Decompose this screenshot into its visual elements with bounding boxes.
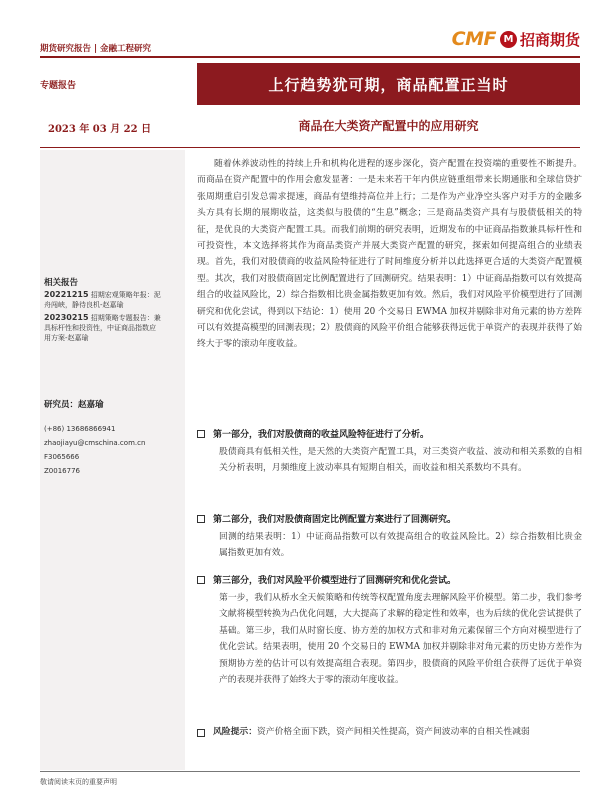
section-2-body: 回测的结果表明：1）中证商品指数可以有效提高组合的收益风险比。2）综合指数相比贵金属指数更加有效。 bbox=[219, 532, 582, 559]
section-2 bbox=[197, 512, 582, 562]
related-report-1[interactable] bbox=[44, 290, 184, 310]
section-1-title: 第一部分，我们对股债商的收益风险特征进行了分析。 bbox=[213, 430, 430, 440]
logo-chinese-name: 招商期货 bbox=[519, 30, 580, 49]
section-1-body: 股债商具有低相关性，是天然的大类资产配置工具，对三类资产收益、波动和相关系数的自相关分析表明，月频维度上波动率具有短期自相关，而收益和相关系数均不具有。 bbox=[219, 447, 582, 474]
header-rule bbox=[40, 56, 580, 58]
related-report-1-text-cont: 舟闯峡，静待良机-赵嘉瑜 bbox=[44, 301, 124, 309]
abstract-paragraph: 随着休养波动性的持续上升和机构化进程的逐步深化，资产配置在投资端的重要性不断提升。而商品在资产配置中的作用会愈发显著：一是未来若干年内供应链重组带来长期通胀和全球信贷扩张周期重启引发总需求提速，商品有望维持高位并上行；二是作为产业净空头客户对手方的金融多头方具有长期的展期收益，这类似与股债的“生息”概念；三是商品类资产具有与股债低相关的特征，是优良的大类资产配置工具。而我们前期的研究表明，近期发布的中证商品指数兼具标杆性和可投资性，本文选择将其作为商品类资产并展大类资产配置的研究，探索如何提高组合的业绩表现。首先，我们对股债商的收益风险特征进行了时间维度分析并以此选择更合适的大类资产配置模型。其次，我们对股债商固定比例配置进行了回测研究。结果表明：1）中证商品指数可以有效提高组合的收益风险比，2）综合指数相比贵金属指数更加有效。然后，我们对风险平价模型进行了回测研究和优化尝试，得到以下结论：1）使用 20 个交易日 EWMA 加权并剔除非对角元素的协方差阵可以有效提高模型的回测表现；2）股债商的风险平价组合能够获得远优于单资产的表现并获得了始终大于零的滚动年度收益。 bbox=[197, 159, 582, 350]
related-reports bbox=[44, 276, 184, 343]
researcher-info bbox=[44, 398, 184, 478]
risk-content bbox=[213, 724, 530, 740]
related-report-2-text-cont: 具标杆性和投资性，中证商品指数应 bbox=[44, 324, 156, 332]
risk-label: 风险提示： bbox=[213, 727, 257, 737]
square-bullet-icon bbox=[197, 430, 205, 438]
report-type: 专题报告 bbox=[40, 81, 77, 91]
section-3 bbox=[197, 573, 582, 688]
researcher-phone: (+86) 13686866941 bbox=[44, 425, 116, 433]
brand-line: 期货研究报告 | 金融工程研究 bbox=[40, 44, 152, 54]
researcher-license-2: Z0016776 bbox=[44, 467, 80, 475]
related-report-1-date: 20221215 bbox=[44, 290, 89, 299]
footer-rule bbox=[40, 771, 580, 772]
related-report-1-text: 招期宏观策略年报：泥 bbox=[88, 291, 161, 299]
related-report-2-date: 20230215 bbox=[44, 313, 89, 322]
section-3-body: 第一步，我们从桥水全天候策略和传统等权配置角度去理解风险平价模型。第二步，我们参考文献将模型转换为凸优化问题，大大提高了求解的稳定性和效率，也为后续的优化尝试提供了基础。第三步，我们从时窗长度、协方差的加权方式和非对角元素保留三个方向对模型进行了优化尝试。结果表明，使用 20 个交易日的 EWMA 加权并剔除非对角元素的历史协方差作为预期协方差的估计可以有效提高组合表现。第四步，股债商的风险平价组合获得了远优于单资产的表现并获得了始终大于零的滚动年度收益。 bbox=[219, 593, 582, 686]
researcher-title: 研究员：赵嘉瑜 bbox=[44, 400, 104, 410]
section-1-head bbox=[197, 427, 582, 440]
researcher-license-1: F3065666 bbox=[44, 453, 80, 461]
sidebar bbox=[40, 150, 185, 770]
section-1 bbox=[197, 427, 582, 477]
related-reports-title: 相关报告 bbox=[44, 278, 79, 288]
section-3-head bbox=[197, 573, 582, 586]
report-date: 2023 年 03 月 22 日 bbox=[48, 124, 152, 135]
footer-disclaimer[interactable]: 敬请阅读末页的重要声明 bbox=[40, 778, 117, 786]
risk-text: 资产价格全面下跌，资产间相关性提高，资产间波动率的自相关性减弱 bbox=[257, 727, 530, 737]
risk-row bbox=[197, 724, 582, 740]
section-3-title: 第三部分，我们对风险平价模型进行了回测研究和优化尝试。 bbox=[213, 576, 457, 586]
subtitle-rule bbox=[40, 147, 580, 148]
page-header bbox=[40, 20, 580, 56]
report-subtitle: 商品在大类资产配置中的应用研究 bbox=[298, 119, 479, 133]
related-report-2[interactable] bbox=[44, 313, 184, 343]
square-bullet-icon bbox=[197, 576, 205, 584]
logo-circle-icon: M bbox=[500, 31, 517, 48]
section-2-title: 第二部分，我们对股债商固定比例配置方案进行了回测研究。 bbox=[213, 515, 457, 525]
company-logo bbox=[452, 26, 580, 52]
logo-cmf: CMF bbox=[451, 28, 496, 50]
related-report-2-text: 招期策略专题报告：兼 bbox=[88, 314, 161, 322]
section-2-head bbox=[197, 512, 582, 525]
report-title: 上行趋势犹可期，商品配置正当时 bbox=[197, 63, 580, 105]
square-bullet-icon bbox=[197, 515, 205, 523]
square-bullet-icon bbox=[197, 729, 205, 737]
researcher-email[interactable]: zhaojiayu@cmschina.com.cn bbox=[44, 439, 146, 447]
researcher-contacts bbox=[44, 422, 184, 478]
risk-warning bbox=[197, 724, 582, 740]
main-content bbox=[197, 156, 582, 353]
related-report-2-text-end: 用方案-赵嘉瑜 bbox=[44, 334, 89, 342]
